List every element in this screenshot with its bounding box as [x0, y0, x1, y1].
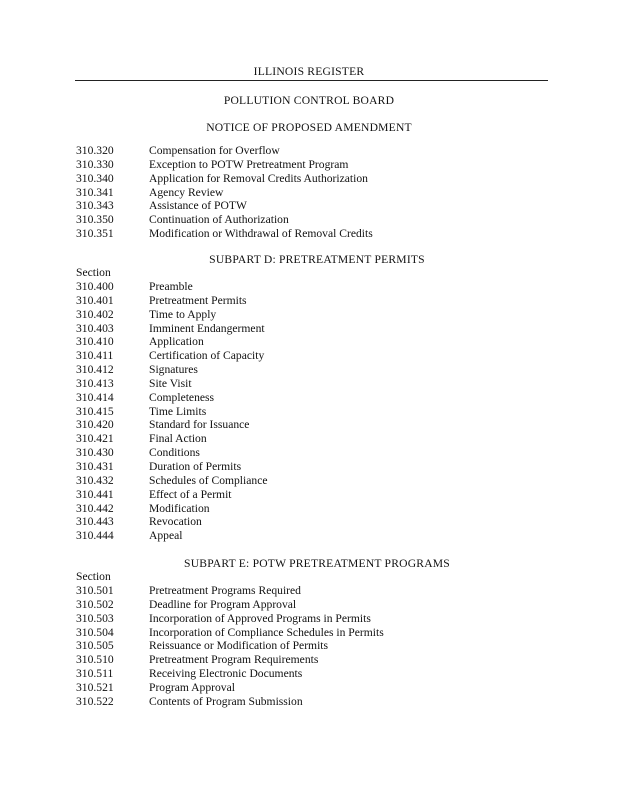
section-title: Assistance of POTW: [149, 199, 247, 213]
section-title: Pretreatment Programs Required: [149, 584, 301, 597]
register-title: ILLINOIS REGISTER: [253, 65, 365, 78]
section-entry: [76, 667, 384, 681]
section-entry: [76, 280, 268, 294]
section-entry: [76, 446, 268, 460]
section-number: 310.401: [76, 293, 114, 307]
section-entry: [76, 227, 373, 241]
subpart-e-list: [76, 584, 384, 709]
section-entry: [76, 432, 268, 446]
section-title: Compensation for Overflow: [149, 144, 280, 157]
section-title: Exception to POTW Pretreatment Program: [149, 157, 349, 171]
section-title: Continuation of Authorization: [149, 213, 289, 227]
section-entry: [76, 405, 268, 419]
section-number: 310.400: [76, 280, 114, 293]
section-number: 310.505: [76, 639, 114, 653]
section-entry: [76, 681, 384, 695]
section-entry: [76, 213, 373, 227]
section-number: 310.432: [76, 473, 114, 487]
subpart-d-list: [76, 280, 268, 543]
section-title: Modification or Withdrawal of Removal Credits: [149, 227, 373, 241]
section-entry: [76, 612, 384, 626]
section-entry: [76, 653, 384, 667]
section-entry: [76, 294, 268, 308]
section-title: Duration of Permits: [149, 459, 242, 473]
section-label: Section: [76, 266, 111, 279]
section-entry: [76, 460, 268, 474]
section-title: Schedules of Compliance: [149, 473, 268, 487]
section-number: 310.350: [76, 213, 114, 227]
section-title: Modification: [149, 501, 210, 515]
notice-title: NOTICE OF PROPOSED AMENDMENT: [206, 121, 412, 134]
section-title: Deadline for Program Approval: [149, 597, 297, 611]
section-entry: [76, 626, 384, 640]
subpart-e-heading: SUBPART E: POTW PRETREATMENT PROGRAMS: [184, 557, 450, 570]
section-entry: [76, 308, 268, 322]
section-number: 310.501: [76, 584, 114, 597]
section-entry: [76, 418, 268, 432]
section-title: Contents of Program Submission: [149, 694, 303, 708]
subpart-d-section-label: [76, 266, 111, 280]
section-title: Program Approval: [149, 680, 235, 694]
section-entry: [76, 335, 268, 349]
section-entry: [76, 363, 268, 377]
section-entry: [76, 474, 268, 488]
section-entry: [76, 695, 384, 709]
section-number: 310.341: [76, 185, 114, 199]
section-entry: [76, 639, 384, 653]
section-entry: [76, 515, 268, 529]
section-number: 310.442: [76, 501, 114, 515]
section-number: 310.511: [76, 667, 114, 681]
section-entry: [76, 529, 268, 543]
section-title: Completeness: [149, 390, 215, 404]
section-title: Receiving Electronic Documents: [149, 667, 303, 681]
section-title: Site Visit: [149, 376, 192, 390]
section-title: Appeal: [149, 529, 183, 543]
section-title: Preamble: [149, 280, 193, 293]
section-title: Incorporation of Approved Programs in Permits: [149, 611, 371, 625]
subpart-c-list: [76, 144, 373, 241]
section-number: 310.330: [76, 157, 114, 171]
subpart-e-section-label: [76, 570, 111, 584]
section-number: 310.403: [76, 321, 114, 335]
section-title: Revocation: [149, 515, 202, 529]
section-title: Pretreatment Program Requirements: [149, 653, 319, 667]
section-number: 310.430: [76, 446, 114, 460]
section-title: Certification of Capacity: [149, 349, 265, 363]
section-number: 310.431: [76, 459, 114, 473]
section-entry: [76, 391, 268, 405]
section-number: 310.444: [76, 529, 114, 543]
section-number: 310.521: [76, 680, 114, 694]
section-entry: [76, 186, 373, 200]
section-number: 310.414: [76, 390, 114, 404]
section-entry: [76, 377, 268, 391]
section-entry: [76, 502, 268, 516]
section-title: Agency Review: [149, 185, 224, 199]
section-title: Application: [149, 335, 204, 349]
section-title: Signatures: [149, 363, 198, 377]
section-number: 310.503: [76, 611, 114, 625]
section-title: Imminent Endangerment: [149, 321, 265, 335]
section-number: 310.340: [76, 171, 114, 185]
section-number: 310.320: [76, 144, 114, 157]
section-number: 310.510: [76, 653, 114, 667]
section-entry: [76, 488, 268, 502]
section-number: 310.413: [76, 376, 114, 390]
section-entry: [76, 172, 373, 186]
board-title: POLLUTION CONTROL BOARD: [223, 94, 395, 107]
section-number: 310.343: [76, 199, 114, 213]
subpart-d-heading: SUBPART D: PRETREATMENT PERMITS: [209, 253, 425, 266]
section-title: Standard for Issuance: [149, 418, 250, 432]
header-rule: [75, 80, 548, 81]
section-number: 310.421: [76, 432, 114, 446]
section-number: 310.402: [76, 307, 114, 321]
section-entry: [76, 598, 384, 612]
section-number: 310.420: [76, 418, 114, 432]
section-number: 310.441: [76, 487, 114, 501]
section-entry: [76, 144, 373, 158]
section-title: Reissuance or Modification of Permits: [149, 639, 329, 653]
section-title: Pretreatment Permits: [149, 293, 247, 307]
section-number: 310.411: [76, 349, 114, 363]
section-title: Final Action: [149, 432, 207, 446]
section-title: Incorporation of Compliance Schedules in Permits: [149, 625, 384, 639]
section-number: 310.410: [76, 335, 114, 349]
section-title: Time to Apply: [149, 307, 217, 321]
section-title: Effect of a Permit: [149, 487, 232, 501]
section-entry: [76, 199, 373, 213]
section-entry: [76, 584, 384, 598]
section-number: 310.351: [76, 227, 114, 241]
section-title: Time Limits: [149, 404, 207, 418]
section-number: 310.504: [76, 625, 114, 639]
section-title: Conditions: [149, 446, 200, 460]
section-label: Section: [76, 570, 111, 583]
section-title: Application for Removal Credits Authorization: [149, 171, 368, 185]
section-entry: [76, 349, 268, 363]
section-number: 310.443: [76, 515, 114, 529]
section-entry: [76, 158, 373, 172]
section-number: 310.415: [76, 404, 114, 418]
section-number: 310.412: [76, 363, 114, 377]
section-number: 310.502: [76, 597, 114, 611]
section-number: 310.522: [76, 694, 114, 708]
section-entry: [76, 322, 268, 336]
